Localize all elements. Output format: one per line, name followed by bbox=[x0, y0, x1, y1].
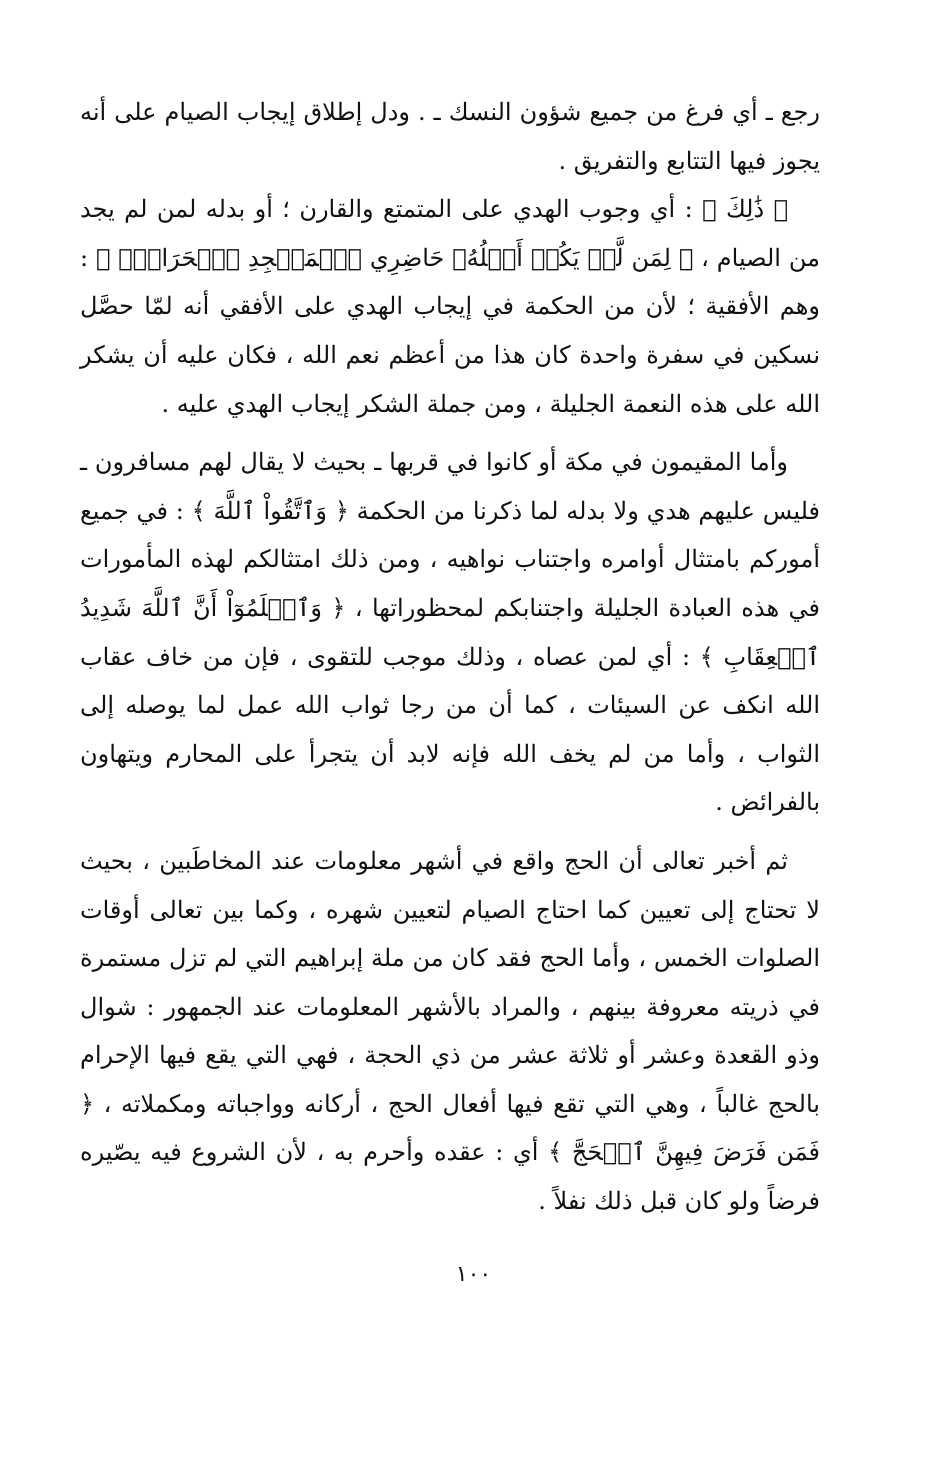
paragraph-2: ﴿ ذَٰلِكَ ﴾ : أي وجوب الهدي على المتمتع والقارن ؛ أو بدله لمن لم يجد من الصيام ، ﴿ لِمَن لَّمۡ يَكُنۡ أَهۡلُهُۥ حَاضِرِي ٱلۡمَسۡجِدِ ٱلۡحَرَامِۚ ﴾ : وهم الأفقية ؛ لأن من الحكمة في إيجاب الهدي على الأفقي أنه لمّا حصَّل نسكين في سفرة واحدة كان هذا من أعظم نعم الله ، فكان عليه أن يشكر الله على هذه النعمة الجليلة ، ومن جملة الشكر إيجاب الهدي عليه . bbox=[80, 195, 821, 418]
page-number: ١٠٠ bbox=[455, 1262, 492, 1287]
paragraph-4: ثم أخبر تعالى أن الحج واقع في أشهر معلومات عند المخاطَبين ، بحيث لا تحتاج إلى تعيين كما احتاج الصيام لتعيين شهره ، وكما بين تعالى أوقات الصلوات الخمس ، وأما الحج فقد كان من ملة إبراهيم التي لم تزل مستمرة في ذريته معروفة بينهم ، والمراد بالأشهر المعلومات عند الجمهور : شوال وذو القعدة وعشر أو ثلاثة عشر من ذي الحجة ، فهي التي يقع فيها الإحرام بالحج غالباً ، وهي التي تقع فيها أفعال الحج ، أركانه وواجباته ومكملاته ، ﴿ فَمَن فَرَضَ فِيهِنَّ ٱلۡحَجَّ ﴾ أي : عقده وأحرم به ، لأن الشروع فيه يصّيره فرضاً ولو كان قبل ذلك نفلاً . bbox=[80, 846, 820, 1216]
paragraph-3: وأما المقيمون في مكة أو كانوا في قربها ـ بحيث لا يقال لهم مسافرون ـ فليس عليهم هدي ولا بدله لما ذكرنا من الحكمة ﴿ وَٱتَّقُواْ ٱللَّهَ ﴾ : في جميع أموركم بامتثال أوامره واجتناب نواهيه ، ومن ذلك امتثالكم لهذه المأمورات في هذه العبادة الجليلة واجتنابكم لمحظوراتها ، ﴿ وَٱعۡلَمُوٓاْ أَنَّ ٱللَّهَ شَدِيدُ ٱلۡعِقَابِ ﴾ : أي لمن عصاه ، وذلك موجب للتقوى ، فإن من خاف عقاب الله انكف عن السيئات ، كما أن من رجا ثواب الله عمل لما يوصله إلى الثواب ، وأما من لم يخف الله فإنه لابد أن يتجرأ على المحارم ويتهاون بالفرائض . bbox=[80, 448, 821, 817]
body-text bbox=[80, 88, 820, 1226]
paragraph-1: رجع ـ أي فرغ من جميع شؤون النسك ـ . ودل إطلاق إيجاب الصيام على أنه يجوز فيها التتابع والتفريق . bbox=[80, 98, 820, 175]
